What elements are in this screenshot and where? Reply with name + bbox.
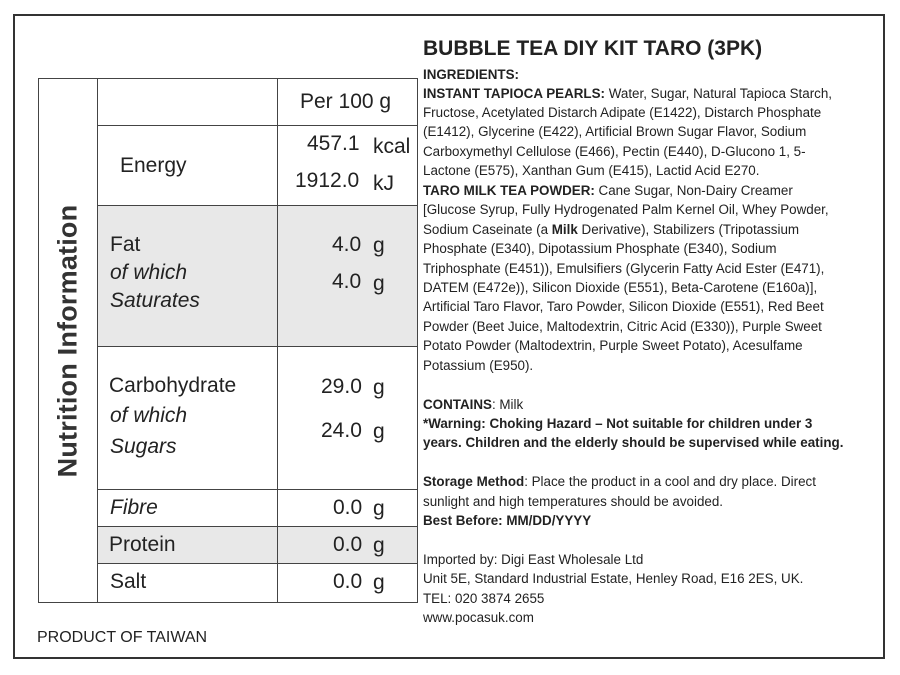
energy-kj-value: 1912.0 [295,169,360,192]
energy-kj-unit: kJ [373,172,394,195]
best-before: Best Before: MM/DD/YYYY [423,513,592,528]
powder-line-9: Potassium (E950). [423,358,534,373]
fat-value: 4.0 [332,233,362,256]
pearls-heading: INSTANT TAPIOCA PEARLS: [423,86,606,101]
protein-unit: g [373,534,385,557]
powder-line-4: Triphosphate (E451)), Emulsifiers (Glycerin Fatty Acid Ester (E471), [423,261,825,276]
storage-line-2: sunlight and high temperatures should be avoided. [423,494,724,509]
energy-row [98,126,417,206]
powder-line-3: Phosphate (E340), Dipotassium Phosphate (E340), Sodium [423,241,777,256]
importer-address: Unit 5E, Standard Industrial Estate, Henley Road, E16 2ES, UK. [423,571,804,586]
nutrition-header-row [98,79,417,126]
protein-row [98,527,417,564]
fat-unit: g [373,234,385,257]
protein-value: 0.0 [333,533,363,556]
saturates-value: 4.0 [332,270,362,293]
nutrition-side-panel [39,79,98,602]
contains-line [423,397,523,412]
fibre-unit: g [373,497,385,520]
per-100g-header: Per 100 g [300,90,392,113]
contains-label: CONTAINS [423,397,492,412]
fibre-row [98,490,417,527]
protein-label: Protein [109,533,176,556]
sugars-value: 24.0 [321,419,362,442]
importer-phone: TEL: 020 3874 2655 [423,591,545,606]
nutrition-title: Nutrition Information [52,204,83,477]
fat-row [98,206,417,347]
pearls-line-2: (E1412), Glycerine (E422), Artificial Brown Sugar Flavor, Sodium [423,124,807,139]
product-title: BUBBLE TEA DIY KIT TARO (3PK) [423,37,763,60]
powder-line-7: Powder (Beet Juice, Maltodextrin, Citric Acid (E330)), Purple Sweet [423,319,822,334]
salt-row [98,564,417,602]
fat-label: Fat [110,233,141,256]
energy-label: Energy [120,154,187,177]
powder-line-0: TARO MILK TEA POWDER: Cane Sugar, Non-Dairy Creamer [423,183,793,198]
powder-heading: TARO MILK TEA POWDER: [423,183,595,198]
salt-label: Salt [110,570,147,593]
powder-line-1: [Glucose Syrup, Fully Hydrogenated Palm Kernel Oil, Whey Powder, [423,202,829,217]
energy-kcal-value: 457.1 [307,132,360,155]
carbohydrate-of-which: of which [110,404,188,427]
energy-kcal-unit: kcal [373,135,411,158]
importer-line-1: Imported by: Digi East Wholesale Ltd [423,552,644,567]
pearls-line-0: INSTANT TAPIOCA PEARLS: Water, Sugar, Natural Tapioca Starch, [423,86,833,101]
ingredients-heading: INGREDIENTS: [423,67,519,82]
fibre-label: Fibre [110,496,158,519]
nutrition-table [38,78,418,603]
storage-line-1: Storage Method: Place the product in a cool and dry place. Direct [423,474,816,489]
salt-unit: g [373,571,385,594]
warning-line-1: *Warning: Choking Hazard – Not suitable for children under 3 [423,416,813,431]
product-origin: PRODUCT OF TAIWAN [37,629,208,646]
saturates-unit: g [373,272,385,295]
powder-line-8: Potato Powder (Maltodextrin, Purple Sweet Potato), Acesulfame [423,338,803,353]
carbohydrate-unit: g [373,376,385,399]
carbohydrate-label: Carbohydrate [109,374,237,397]
powder-line-6: Artificial Taro Flavor, Taro Powder, Silicon Dioxide (E551), Red Beet [423,299,824,314]
storage-label: Storage Method [423,474,525,489]
pearls-line-3: Carboxymethyl Cellulose (E466), Pectin (E440), D-Glucono 1, 5- [423,144,806,159]
milk-allergen: Milk [551,222,578,237]
pearls-line-4: Lactone (E575), Xanthan Gum (E415), Lactid Acid E270. [423,163,760,178]
sugars-label: Sugars [110,435,177,458]
carbohydrate-value: 29.0 [321,375,362,398]
warning-line-2: years. Children and the elderly should be supervised while eating. [423,435,844,450]
saturates-label: Saturates [110,289,200,312]
importer-website: www.pocasuk.com [423,610,534,625]
sugars-unit: g [373,420,385,443]
fat-of-which: of which [110,261,188,284]
powder-line-2: Sodium Caseinate (a Milk Derivative), Stabilizers (Tripotassium [423,222,800,237]
salt-value: 0.0 [333,570,363,593]
contains-value: : Milk [491,397,524,412]
powder-line-5: DATEM (E472e)), Silicon Dioxide (E551), Beta-Carotene (E160a)], [423,280,818,295]
fibre-value: 0.0 [333,496,363,519]
pearls-line-1: Fructose, Acetylated Distarch Adipate (E1422), Distarch Phosphate [423,105,822,120]
carbohydrate-row [98,347,417,490]
